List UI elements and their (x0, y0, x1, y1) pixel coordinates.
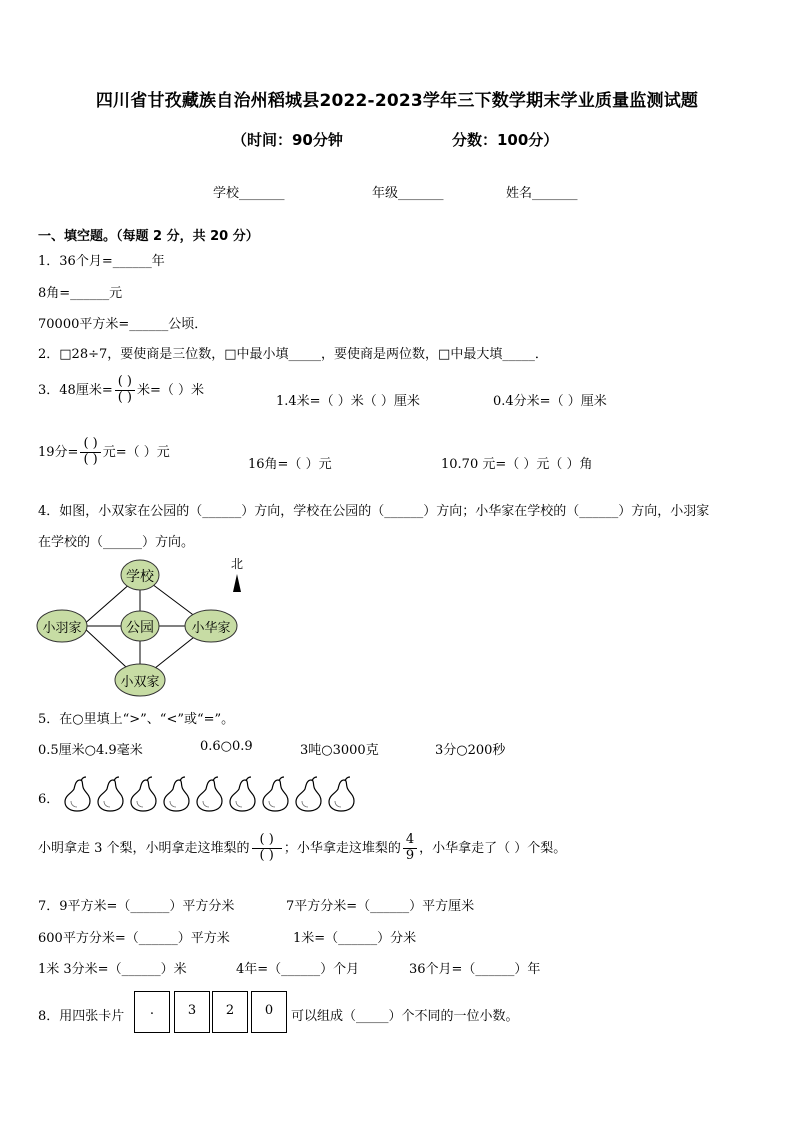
pear-icon (326, 775, 357, 813)
q3-part-3: 0.4分米=（ ）厘米 (493, 394, 607, 409)
node-xiaohua-home (185, 610, 237, 642)
question-5: 5．在○里填上“>”、“<”或“=”。 (38, 712, 235, 727)
q5-item-d: 3分○200秒 (435, 743, 506, 758)
node-school (121, 560, 159, 590)
section-heading: 一、填空题。（每题 2 分，共 20 分） (38, 229, 259, 244)
question-4-line-1: 4．如图，小双家在公园的（______）方向，学校在公园的（______）方向；小华家在学校的（______）方向，小羽家 (38, 504, 710, 519)
grade-field[interactable]: 年级_______ (372, 186, 444, 201)
q5-item-a: 0.5厘米○4.9毫米 (38, 743, 143, 758)
q3-l2-fraction (80, 437, 100, 468)
question-1-line-2: 8角=______元 (38, 286, 123, 301)
q7-item-g: 36个月=（______）年 (409, 962, 541, 977)
north-label: 北 (230, 557, 244, 571)
north-arrow-icon (231, 557, 243, 592)
question-6-text (38, 833, 566, 864)
node-park-label: 公园 (126, 620, 154, 636)
card-0: 0 (251, 991, 287, 1033)
question-2: 2．□28÷7，要使商是三位数，□中最小填_____，要使商是两位数，□中最大填_____． (38, 347, 548, 362)
pear-icon (62, 775, 93, 813)
q6-frac2-num: 4 (405, 832, 415, 847)
q6-text-b: ；小华拿走这堆梨的 (283, 840, 401, 856)
card-3: 3 (174, 991, 210, 1033)
question-6-label: 6． (38, 792, 60, 807)
q3-l2-frac-num: ( ) (83, 436, 98, 451)
q7-item-e: 1米 3分米=（______）米 (38, 962, 187, 977)
direction-diagram (30, 552, 260, 700)
node-school-label: 学校 (126, 569, 154, 585)
question-1-line-1: 1．36个月=______年 (38, 254, 165, 269)
q6-text-a: 小明拿走 3 个梨，小明拿走这堆梨的 (38, 840, 250, 856)
name-field[interactable]: 姓名_______ (506, 186, 578, 201)
q3-l2-frac-den: ( ) (80, 452, 100, 468)
q5-item-c: 3吨○3000克 (300, 743, 379, 758)
question-8-suffix: 可以组成（_____）个不同的一位小数。 (291, 1009, 519, 1024)
pear-icon (293, 775, 324, 813)
q7-item-c: 600平方分米=（______）平方米 (38, 931, 230, 946)
node-xiaoyu-label: 小羽家 (42, 621, 82, 636)
q3-frac-num: ( ) (117, 374, 132, 389)
exam-time: （时间：90分钟 (232, 131, 343, 149)
q7-item-a: 7．9平方米=（______）平方分米 (38, 899, 235, 914)
page-title: 四川省甘孜藏族自治州稻城县2022-2023学年三下数学期末学业质量监测试题 (95, 91, 699, 111)
question-1-line-3: 70000平方米=______公顷． (38, 317, 208, 332)
node-park (121, 611, 159, 641)
q6-frac1-den: ( ) (252, 848, 282, 864)
q7-item-d: 1米=（______）分米 (293, 931, 417, 946)
q6-text-c: ，小华拿走了（ ）个梨。 (419, 840, 567, 856)
card-decimal-point: . (134, 991, 170, 1033)
q7-item-f: 4年=（______）个月 (236, 962, 360, 977)
question-4-line-2: 在学校的（______）方向。 (38, 535, 195, 550)
pear-row (62, 775, 359, 817)
node-xiaoshuang-label: 小双家 (120, 675, 160, 690)
pear-icon (128, 775, 159, 813)
q3-l2-part-3: 10.70 元=（ ）元（ ）角 (441, 457, 593, 472)
node-xiaohua-label: 小华家 (191, 621, 231, 636)
q3-part-1: 米=（ ）米 (137, 382, 205, 398)
q6-frac2-den: 9 (403, 848, 417, 864)
q3-frac-den: ( ) (115, 390, 135, 406)
q5-item-b: 0.6○0.9 (200, 739, 253, 754)
node-xiaoyu-home (37, 610, 87, 642)
pear-icon (161, 775, 192, 813)
q3-l2-part-2: 16角=（ ）元 (248, 457, 332, 472)
pear-icon (227, 775, 258, 813)
pear-icon (95, 775, 126, 813)
q3-part-2: 1.4米=（ ）米（ ）厘米 (276, 394, 420, 409)
q6-fraction-1 (252, 833, 282, 864)
pear-icon (260, 775, 291, 813)
q3-l2-part-1: 元=（ ）元 (102, 444, 170, 460)
question-3-line-1 (38, 375, 204, 406)
question-8-prefix: 8．用四张卡片 (38, 1009, 125, 1024)
q3-fraction (115, 375, 135, 406)
q6-frac1-num: ( ) (259, 832, 274, 847)
q7-item-b: 7平方分米=（______）平方厘米 (286, 899, 475, 914)
q3-prefix: 3．48厘米= (38, 382, 113, 398)
school-field[interactable]: 学校_______ (213, 186, 285, 201)
q6-fraction-2 (403, 833, 417, 864)
exam-score: 分数：100分） (452, 131, 559, 149)
q3-l2-prefix: 19分= (38, 444, 79, 460)
node-xiaoshuang-home (115, 664, 165, 696)
pear-icon (194, 775, 225, 813)
card-2: 2 (212, 991, 248, 1033)
question-3-line-2 (38, 437, 170, 468)
